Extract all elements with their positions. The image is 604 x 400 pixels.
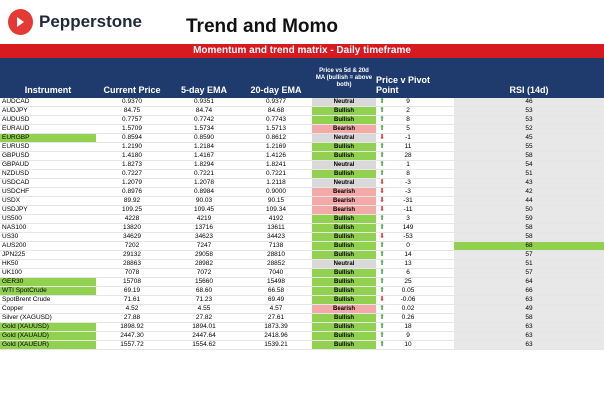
instrument-cell: US30 — [0, 233, 96, 242]
current-price-cell: 0.9370 — [96, 98, 168, 107]
spacer-cell — [428, 197, 454, 206]
instrument-cell: WTI SpotCrude — [0, 287, 96, 296]
pivot-cell: 11 — [388, 143, 428, 152]
pivot-cell: 1 — [388, 161, 428, 170]
rsi-cell: 51 — [454, 170, 604, 179]
table-row — [0, 98, 604, 107]
instrument-cell: Gold (XAUAUD) — [0, 332, 96, 341]
rsi-cell: 53 — [454, 116, 604, 125]
ema5-cell: 29058 — [168, 251, 240, 260]
instrument-cell: Silver (XAGUSD) — [0, 314, 96, 323]
current-price-cell: 69.19 — [96, 287, 168, 296]
signal-cell: Bearish — [312, 305, 376, 314]
ema20-cell: 1.8241 — [240, 161, 312, 170]
current-price-cell: 1898.92 — [96, 323, 168, 332]
signal-cell: Bullish — [312, 287, 376, 296]
ema5-cell: 2447.64 — [168, 332, 240, 341]
spacer-cell — [428, 233, 454, 242]
spacer-cell — [428, 206, 454, 215]
arrow-down-icon: ⬇ — [376, 233, 388, 242]
rsi-cell: 66 — [454, 287, 604, 296]
signal-cell: Bullish — [312, 323, 376, 332]
signal-cell: Bullish — [312, 215, 376, 224]
signal-cell: Bullish — [312, 341, 376, 350]
ema20-cell: 90.15 — [240, 197, 312, 206]
arrow-up-icon: ⬆ — [376, 107, 388, 116]
signal-cell: Bullish — [312, 152, 376, 161]
ema5-cell: 1894.01 — [168, 323, 240, 332]
spacer-cell — [428, 215, 454, 224]
ema5-cell: 71.23 — [168, 296, 240, 305]
arrow-down-icon: ⬇ — [376, 188, 388, 197]
arrow-up-icon: ⬆ — [376, 332, 388, 341]
spacer-cell — [428, 143, 454, 152]
rsi-cell: 50 — [454, 206, 604, 215]
pivot-cell: -3 — [388, 188, 428, 197]
ema20-cell: 109.34 — [240, 206, 312, 215]
signal-cell: Bullish — [312, 233, 376, 242]
arrow-down-icon: ⬇ — [376, 134, 388, 143]
rsi-cell: 54 — [454, 161, 604, 170]
rsi-cell: 68 — [454, 242, 604, 251]
arrow-down-icon: ⬇ — [376, 206, 388, 215]
current-price-cell: 0.8594 — [96, 134, 168, 143]
current-price-cell: 4228 — [96, 215, 168, 224]
rsi-cell: 59 — [454, 215, 604, 224]
table-row — [0, 314, 604, 323]
ema5-cell: 1.2078 — [168, 179, 240, 188]
header-rsi: RSI (14d) — [454, 58, 604, 98]
rsi-cell: 46 — [454, 98, 604, 107]
arrow-up-icon: ⬆ — [376, 161, 388, 170]
instrument-cell: GBPAUD — [0, 161, 96, 170]
ema20-cell: 15498 — [240, 278, 312, 287]
table-row — [0, 116, 604, 125]
rsi-cell: 58 — [454, 152, 604, 161]
pivot-cell: -0.06 — [388, 296, 428, 305]
pivot-cell: -31 — [388, 197, 428, 206]
pivot-cell: 0.26 — [388, 314, 428, 323]
rsi-cell: 55 — [454, 143, 604, 152]
pivot-cell: 0.02 — [388, 305, 428, 314]
instrument-cell: SpotBrent Crude — [0, 296, 96, 305]
rsi-cell: 49 — [454, 305, 604, 314]
ema20-cell: 1539.21 — [240, 341, 312, 350]
instrument-cell: EURUSD — [0, 143, 96, 152]
signal-cell: Bearish — [312, 125, 376, 134]
spacer-cell — [428, 188, 454, 197]
ema5-cell: 1.8294 — [168, 161, 240, 170]
current-price-cell: 2447.30 — [96, 332, 168, 341]
rsi-cell: 43 — [454, 179, 604, 188]
matrix-table — [0, 98, 604, 350]
table-row — [0, 305, 604, 314]
spacer-cell — [428, 323, 454, 332]
ema20-cell: 27.61 — [240, 314, 312, 323]
spacer-cell — [428, 278, 454, 287]
current-price-cell: 28863 — [96, 260, 168, 269]
table-row — [0, 251, 604, 260]
signal-cell: Bullish — [312, 251, 376, 260]
ema5-cell: 68.60 — [168, 287, 240, 296]
signal-cell: Bullish — [312, 116, 376, 125]
pivot-cell: 13 — [388, 260, 428, 269]
pepperstone-logo-icon — [8, 9, 33, 35]
spacer-cell — [428, 269, 454, 278]
table-row — [0, 296, 604, 305]
pivot-cell: 25 — [388, 278, 428, 287]
current-price-cell: 109.25 — [96, 206, 168, 215]
ema20-cell: 1873.39 — [240, 323, 312, 332]
spacer-cell — [428, 287, 454, 296]
spacer-cell — [428, 314, 454, 323]
current-price-cell: 89.92 — [96, 197, 168, 206]
table-row — [0, 332, 604, 341]
instrument-cell: AUDUSD — [0, 116, 96, 125]
pivot-cell: 149 — [388, 224, 428, 233]
spacer-cell — [428, 224, 454, 233]
ema5-cell: 4.55 — [168, 305, 240, 314]
pivot-cell: 6 — [388, 269, 428, 278]
instrument-cell: USDX — [0, 197, 96, 206]
rsi-cell: 44 — [454, 197, 604, 206]
pivot-cell: 10 — [388, 341, 428, 350]
ema5-cell: 0.7221 — [168, 170, 240, 179]
ema5-cell: 109.45 — [168, 206, 240, 215]
table-row — [0, 107, 604, 116]
table-row — [0, 134, 604, 143]
ema5-cell: 0.9351 — [168, 98, 240, 107]
current-price-cell: 34629 — [96, 233, 168, 242]
spacer-cell — [428, 341, 454, 350]
arrow-up-icon: ⬆ — [376, 116, 388, 125]
pivot-cell: 14 — [388, 251, 428, 260]
table-row — [0, 269, 604, 278]
signal-cell: Bullish — [312, 332, 376, 341]
arrow-down-icon: ⬇ — [376, 197, 388, 206]
table-row — [0, 170, 604, 179]
arrow-up-icon: ⬆ — [376, 170, 388, 179]
spacer-cell — [428, 161, 454, 170]
instrument-cell: AUDJPY — [0, 107, 96, 116]
instrument-cell: HK50 — [0, 260, 96, 269]
pivot-cell: 9 — [388, 98, 428, 107]
instrument-cell: AUS200 — [0, 242, 96, 251]
current-price-cell: 15708 — [96, 278, 168, 287]
spacer-cell — [428, 296, 454, 305]
table-row — [0, 242, 604, 251]
arrow-up-icon: ⬆ — [376, 143, 388, 152]
page-title: Trend and Momo — [186, 16, 338, 37]
current-price-cell: 29132 — [96, 251, 168, 260]
signal-cell: Bearish — [312, 197, 376, 206]
pivot-cell: 2 — [388, 107, 428, 116]
ema5-cell: 34623 — [168, 233, 240, 242]
pivot-cell: -1 — [388, 134, 428, 143]
current-price-cell: 1.2190 — [96, 143, 168, 152]
spacer-cell — [428, 305, 454, 314]
signal-cell: Bullish — [312, 242, 376, 251]
ema5-cell: 1.5734 — [168, 125, 240, 134]
ema20-cell: 0.9377 — [240, 98, 312, 107]
spacer-cell — [428, 242, 454, 251]
arrow-up-icon: ⬆ — [376, 242, 388, 251]
table-row — [0, 188, 604, 197]
header-20day-ema: 20-day EMA — [240, 58, 312, 98]
table-row — [0, 179, 604, 188]
arrow-up-icon: ⬆ — [376, 260, 388, 269]
header-instrument: Instrument — [0, 58, 96, 98]
rsi-cell: 64 — [454, 278, 604, 287]
current-price-cell: 1.5709 — [96, 125, 168, 134]
ema5-cell: 0.8984 — [168, 188, 240, 197]
pivot-cell: -53 — [388, 233, 428, 242]
current-price-cell: 1.2079 — [96, 179, 168, 188]
current-price-cell: 0.7227 — [96, 170, 168, 179]
signal-cell: Bullish — [312, 224, 376, 233]
signal-cell: Bearish — [312, 206, 376, 215]
ema20-cell: 4192 — [240, 215, 312, 224]
rsi-cell: 58 — [454, 233, 604, 242]
matrix-banner: Momentum and trend matrix - Daily timeframe — [0, 44, 604, 58]
header-current-price: Current Price — [96, 58, 168, 98]
current-price-cell: 71.61 — [96, 296, 168, 305]
spacer-cell — [428, 179, 454, 188]
current-price-cell: 0.7757 — [96, 116, 168, 125]
signal-cell: Neutral — [312, 161, 376, 170]
instrument-cell: EURAUD — [0, 125, 96, 134]
pivot-cell: 0 — [388, 242, 428, 251]
arrow-up-icon: ⬆ — [376, 224, 388, 233]
rsi-cell: 58 — [454, 314, 604, 323]
ema20-cell: 1.5713 — [240, 125, 312, 134]
ema20-cell: 4.57 — [240, 305, 312, 314]
ema5-cell: 7072 — [168, 269, 240, 278]
instrument-cell: Copper — [0, 305, 96, 314]
spacer-cell — [428, 107, 454, 116]
instrument-cell: JPN225 — [0, 251, 96, 260]
pivot-cell: -11 — [388, 206, 428, 215]
ema20-cell: 1.2118 — [240, 179, 312, 188]
signal-cell: Neutral — [312, 134, 376, 143]
table-row — [0, 206, 604, 215]
current-price-cell: 0.8976 — [96, 188, 168, 197]
rsi-cell: 57 — [454, 269, 604, 278]
signal-cell: Neutral — [312, 179, 376, 188]
rsi-cell: 58 — [454, 224, 604, 233]
table-row — [0, 287, 604, 296]
signal-cell: Bullish — [312, 296, 376, 305]
ema20-cell: 13611 — [240, 224, 312, 233]
rsi-cell: 63 — [454, 296, 604, 305]
signal-cell: Bullish — [312, 107, 376, 116]
ema20-cell: 28810 — [240, 251, 312, 260]
pivot-cell: 18 — [388, 323, 428, 332]
ema5-cell: 28982 — [168, 260, 240, 269]
ema20-cell: 0.9000 — [240, 188, 312, 197]
table-row — [0, 323, 604, 332]
signal-cell: Neutral — [312, 260, 376, 269]
arrow-up-icon: ⬆ — [376, 314, 388, 323]
arrow-down-icon: ⬇ — [376, 296, 388, 305]
brand-name: Pepperstone — [39, 12, 142, 31]
ema20-cell: 0.7221 — [240, 170, 312, 179]
table-row — [0, 224, 604, 233]
instrument-cell: GER30 — [0, 278, 96, 287]
ema5-cell: 7247 — [168, 242, 240, 251]
ema20-cell: 34423 — [240, 233, 312, 242]
rsi-cell: 51 — [454, 260, 604, 269]
instrument-cell: EURGBP — [0, 134, 96, 143]
instrument-cell: Gold (XAUUSD) — [0, 323, 96, 332]
instrument-cell: NZDUSD — [0, 170, 96, 179]
table-row — [0, 260, 604, 269]
arrow-up-icon: ⬆ — [376, 215, 388, 224]
ema5-cell: 15660 — [168, 278, 240, 287]
ema20-cell: 1.2169 — [240, 143, 312, 152]
instrument-cell: USDCHF — [0, 188, 96, 197]
rsi-cell: 45 — [454, 134, 604, 143]
pepperstone-logo — [0, 0, 142, 44]
header-ma-signal: Price vs 5d & 20d MA (bullish = above both) — [312, 58, 376, 98]
ema20-cell: 28852 — [240, 260, 312, 269]
current-price-cell: 1.4180 — [96, 152, 168, 161]
ema5-cell: 1554.62 — [168, 341, 240, 350]
table-row — [0, 278, 604, 287]
rsi-cell: 42 — [454, 188, 604, 197]
instrument-cell: USDCAD — [0, 179, 96, 188]
spacer-cell — [428, 125, 454, 134]
arrow-up-icon: ⬆ — [376, 98, 388, 107]
current-price-cell: 1.8273 — [96, 161, 168, 170]
table-row — [0, 152, 604, 161]
spacer-cell — [428, 152, 454, 161]
spacer-cell — [428, 116, 454, 125]
spacer-cell — [428, 98, 454, 107]
signal-cell: Bearish — [312, 188, 376, 197]
spacer-cell — [428, 332, 454, 341]
table-row — [0, 215, 604, 224]
arrow-up-icon: ⬆ — [376, 287, 388, 296]
instrument-cell: NAS100 — [0, 224, 96, 233]
ema20-cell: 2418.96 — [240, 332, 312, 341]
pivot-cell: 5 — [388, 125, 428, 134]
table-row — [0, 161, 604, 170]
arrow-up-icon: ⬆ — [376, 305, 388, 314]
ema5-cell: 90.03 — [168, 197, 240, 206]
spacer-cell — [428, 260, 454, 269]
current-price-cell: 7078 — [96, 269, 168, 278]
ema20-cell: 1.4126 — [240, 152, 312, 161]
ema20-cell: 7138 — [240, 242, 312, 251]
spacer-cell — [428, 251, 454, 260]
instrument-cell: USDJPY — [0, 206, 96, 215]
ema20-cell: 66.58 — [240, 287, 312, 296]
ema5-cell: 1.2184 — [168, 143, 240, 152]
rsi-cell: 63 — [454, 323, 604, 332]
ema5-cell: 1.4167 — [168, 152, 240, 161]
instrument-cell: Gold (XAUEUR) — [0, 341, 96, 350]
current-price-cell: 27.88 — [96, 314, 168, 323]
signal-cell: Bullish — [312, 170, 376, 179]
current-price-cell: 84.75 — [96, 107, 168, 116]
rsi-cell: 63 — [454, 332, 604, 341]
header-5day-ema: 5-day EMA — [168, 58, 240, 98]
arrow-up-icon: ⬆ — [376, 251, 388, 260]
instrument-cell: GBPUSD — [0, 152, 96, 161]
pivot-cell: 8 — [388, 170, 428, 179]
signal-cell: Bullish — [312, 143, 376, 152]
ema20-cell: 84.68 — [240, 107, 312, 116]
spacer-cell — [428, 134, 454, 143]
table-row — [0, 341, 604, 350]
current-price-cell: 1557.72 — [96, 341, 168, 350]
signal-cell: Neutral — [312, 98, 376, 107]
signal-cell: Bullish — [312, 269, 376, 278]
arrow-up-icon: ⬆ — [376, 341, 388, 350]
ema20-cell: 7040 — [240, 269, 312, 278]
header-pivot: Price v Pivot Point — [376, 58, 454, 98]
ema5-cell: 27.82 — [168, 314, 240, 323]
rsi-cell: 53 — [454, 107, 604, 116]
arrow-up-icon: ⬆ — [376, 278, 388, 287]
pivot-cell: -3 — [388, 179, 428, 188]
instrument-cell: US500 — [0, 215, 96, 224]
rsi-cell: 52 — [454, 125, 604, 134]
ema5-cell: 84.74 — [168, 107, 240, 116]
ema5-cell: 0.8590 — [168, 134, 240, 143]
instrument-cell: AUDCAD — [0, 98, 96, 107]
arrow-up-icon: ⬆ — [376, 125, 388, 134]
rsi-cell: 57 — [454, 251, 604, 260]
ema20-cell: 69.49 — [240, 296, 312, 305]
table-row — [0, 143, 604, 152]
pivot-cell: 28 — [388, 152, 428, 161]
spacer-cell — [428, 170, 454, 179]
ema5-cell: 13716 — [168, 224, 240, 233]
ema5-cell: 0.7742 — [168, 116, 240, 125]
arrow-down-icon: ⬇ — [376, 179, 388, 188]
pivot-cell: 0.05 — [388, 287, 428, 296]
arrow-up-icon: ⬆ — [376, 152, 388, 161]
current-price-cell: 13820 — [96, 224, 168, 233]
pivot-cell: 8 — [388, 116, 428, 125]
table-row — [0, 233, 604, 242]
rsi-cell: 63 — [454, 341, 604, 350]
current-price-cell: 7202 — [96, 242, 168, 251]
current-price-cell: 4.52 — [96, 305, 168, 314]
pivot-cell: 3 — [388, 215, 428, 224]
ema5-cell: 4219 — [168, 215, 240, 224]
ema20-cell: 0.8612 — [240, 134, 312, 143]
pivot-cell: 9 — [388, 332, 428, 341]
arrow-up-icon: ⬆ — [376, 269, 388, 278]
table-row — [0, 197, 604, 206]
ema20-cell: 0.7743 — [240, 116, 312, 125]
signal-cell: Bullish — [312, 314, 376, 323]
instrument-cell: UK100 — [0, 269, 96, 278]
arrow-up-icon: ⬆ — [376, 323, 388, 332]
signal-cell: Bullish — [312, 278, 376, 287]
table-row — [0, 125, 604, 134]
